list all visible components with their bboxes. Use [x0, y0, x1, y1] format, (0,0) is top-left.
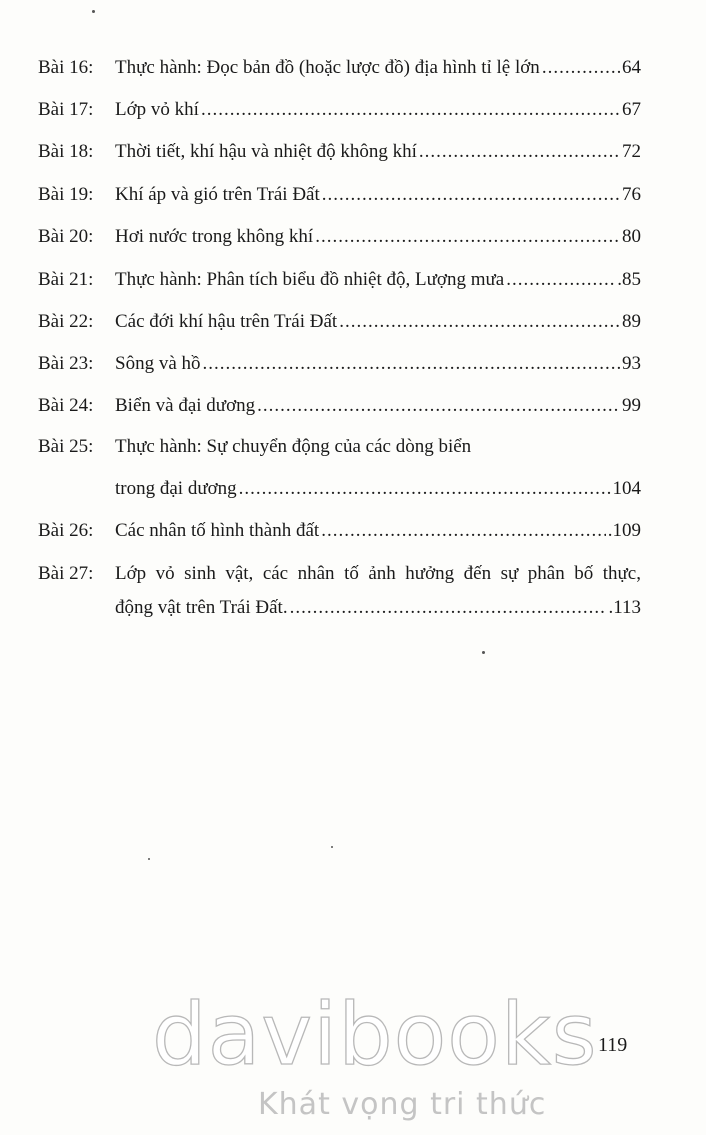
- scan-speck: [482, 651, 485, 654]
- lesson-title: Lớp vỏ khí: [115, 99, 199, 120]
- dot-leader: [339, 307, 620, 337]
- toc-entry-24: [38, 391, 641, 421]
- dot-leader: [315, 222, 620, 252]
- page-ref: 89: [622, 311, 641, 332]
- dot-leader: [203, 349, 621, 379]
- watermark-tagline: Khát vọng tri thức: [258, 1087, 547, 1122]
- toc-entry-16: [38, 53, 641, 83]
- dot-leader: [321, 516, 606, 546]
- page-ref: 76: [622, 184, 641, 205]
- lesson-number: Bài 27:: [38, 563, 94, 584]
- lesson-title: Sông và hồ: [115, 353, 201, 374]
- lesson-number: Bài 19:: [38, 184, 94, 205]
- toc-entry-25-continued: [115, 474, 641, 504]
- lesson-number: Bài 17:: [38, 99, 94, 120]
- lesson-title: Thời tiết, khí hậu và nhiệt độ không khí: [115, 141, 417, 162]
- dot-leader: [542, 53, 620, 83]
- lesson-title-continued: trong đại dương: [115, 478, 237, 499]
- page-ref: 67: [622, 99, 641, 120]
- lesson-title: Các nhân tố hình thành đất: [115, 520, 320, 541]
- lesson-title-continued: động vật trên Trái Đất.: [115, 597, 288, 618]
- lesson-number: Bài 26:: [38, 520, 94, 541]
- lesson-title: Các đới khí hậu trên Trái Đất: [115, 311, 338, 332]
- lesson-number: Bài 16:: [38, 57, 94, 78]
- toc-entry-26: [38, 516, 641, 546]
- lesson-title: Biển và đại dương: [115, 395, 256, 416]
- lesson-title: Hơi nước trong không khí: [115, 226, 314, 247]
- toc-entry-18: [38, 137, 641, 167]
- page-ref: 104: [612, 478, 641, 499]
- dot-leader: [506, 265, 615, 295]
- toc-entry-25: [38, 432, 641, 462]
- dot-leader: [419, 137, 620, 167]
- page-ref: 99: [622, 395, 641, 416]
- toc-entry-21: [38, 265, 641, 295]
- dot-leader: [290, 593, 607, 623]
- toc-entry-23: [38, 349, 641, 379]
- page-ref: 80: [622, 226, 641, 247]
- lesson-number: Bài 23:: [38, 353, 94, 374]
- dot-leader: [257, 391, 620, 421]
- lesson-number: Bài 22:: [38, 311, 94, 332]
- dot-leader: [322, 180, 620, 210]
- toc-entry-27-continued: [115, 593, 641, 623]
- lesson-number: Bài 25:: [38, 436, 94, 457]
- lesson-number: Bài 18:: [38, 141, 94, 162]
- toc-entry-19: [38, 180, 641, 210]
- lesson-title: Khí áp và gió trên Trái Đất: [115, 184, 320, 205]
- page-ref: .109: [607, 520, 641, 541]
- page-number: 119: [598, 1034, 628, 1056]
- page-ref: 72: [622, 141, 641, 162]
- page-ref: .85: [617, 269, 641, 290]
- dot-leader: [201, 95, 620, 125]
- scan-speck: [148, 858, 150, 860]
- toc-entry-20: [38, 222, 641, 252]
- lesson-title: Thực hành: Đọc bản đồ (hoặc lược đồ) địa hình tỉ lệ lớn: [115, 57, 540, 78]
- lesson-title: Thực hành: Phân tích biểu đồ nhiệt độ, Lượng mưa: [115, 269, 505, 290]
- lesson-number: Bài 24:: [38, 395, 94, 416]
- lesson-title: Thực hành: Sự chuyển động của các dòng biển: [115, 436, 472, 457]
- toc-entry-17: [38, 95, 641, 125]
- lesson-title: Lớp vỏ sinh vật, các nhân tố ảnh hưởng đến sự phân bố thực,: [115, 563, 641, 584]
- page-ref: 64: [622, 57, 641, 78]
- page-ref: 93: [622, 353, 641, 374]
- scan-speck: [331, 846, 333, 848]
- page-ref: .113: [608, 597, 641, 618]
- scan-speck: [92, 10, 95, 13]
- toc-entry-27: [38, 559, 641, 589]
- lesson-number: Bài 20:: [38, 226, 94, 247]
- toc-entry-22: [38, 307, 641, 337]
- lesson-number: Bài 21:: [38, 269, 94, 290]
- dot-leader: [239, 474, 611, 504]
- watermark-logo: davibooks: [152, 985, 598, 1085]
